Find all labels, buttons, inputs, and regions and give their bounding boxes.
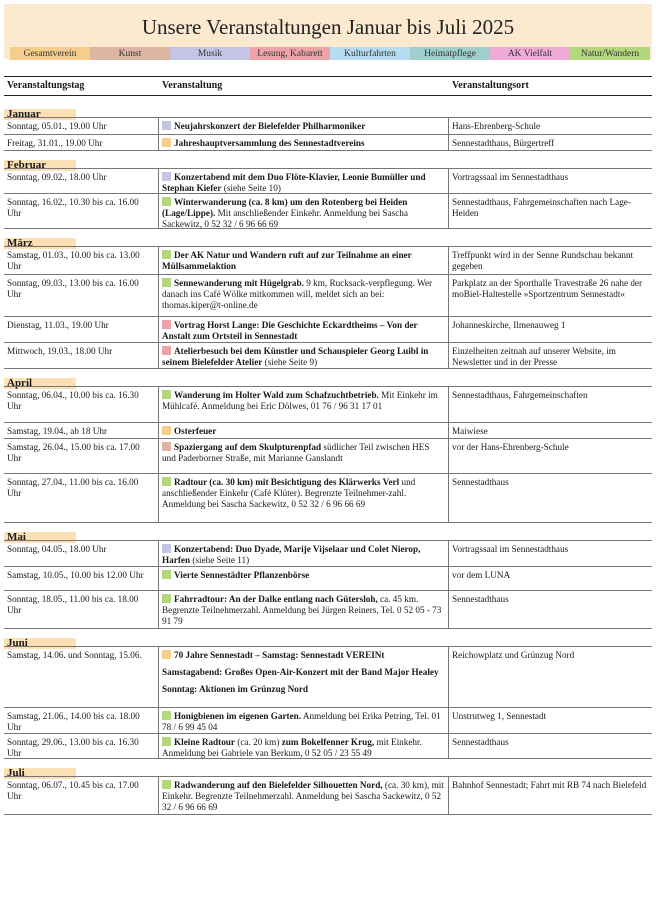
event-place (449, 247, 652, 274)
event-note: und anschließender Einkehr (Café Klüter). Begrenzte Teilnehmer-zahl. Anmeldung bei Sascha Sackewitz, 0 52 32 / 6 96 66 69 (162, 477, 416, 510)
legend-natur-wandern: Natur/Wandern (570, 47, 650, 60)
event-place (449, 343, 652, 368)
event-date (4, 247, 159, 274)
event-title: Jahreshauptversammlung des Sennestadtvereins (174, 138, 365, 148)
month-label: Juli (4, 768, 76, 779)
table-row (4, 117, 652, 134)
column-header-date: Veranstaltungstag (7, 80, 85, 91)
event-place-text: Johanneskirche, Ilmenauweg 1 (452, 320, 566, 330)
category-marker (162, 138, 171, 147)
month-label: April (4, 378, 76, 389)
event-place-text: Sennestadthaus (452, 737, 509, 747)
event-date (4, 734, 159, 758)
table-row (4, 422, 652, 438)
category-marker (162, 197, 171, 206)
month-label: Juni (4, 638, 76, 649)
column-header-event: Veranstaltung (162, 80, 223, 91)
legend-ak-vielfalt: AK Vielfalt (490, 47, 570, 60)
legend-heimatpflege: Heimatpflege (410, 47, 490, 60)
event-place-text: vor der Hans-Ehrenberg-Schule (452, 442, 569, 452)
event-place (449, 734, 652, 758)
category-marker (162, 737, 171, 746)
event-place-text: Hans-Ehrenberg-Schule (452, 121, 541, 131)
event-place (449, 541, 652, 566)
event-place-text: Maiwiese (452, 426, 488, 436)
month-section (4, 151, 652, 171)
event-date-text: Samstag, 19.04., ab 18 Uhr (7, 426, 108, 436)
table-row (4, 168, 652, 193)
event-date (4, 343, 159, 368)
event-date (4, 387, 159, 422)
event-place-text: Sennestadthaus, Bürgertreff (452, 138, 555, 148)
event-title: Winterwanderung (ca. 8 km) um den Rotenberg bei Heiden (Lage/Lippe). (162, 197, 408, 219)
event-table (4, 100, 652, 815)
month-section (4, 100, 652, 120)
event-title: Radtour (ca. 30 km) mit Besichtigung des Klärwerks Verl (174, 477, 400, 487)
event-place-text: Treffpunkt wird in der Senne Rundschau bekannt gegeben (452, 250, 634, 272)
category-marker (162, 172, 171, 181)
month-section (4, 759, 652, 779)
event-cell (159, 777, 449, 814)
event-place-text: Vortragssaal im Sennestadthaus (452, 172, 569, 182)
category-marker (162, 390, 171, 399)
event-date (4, 591, 159, 628)
table-row (4, 733, 652, 759)
title-banner (4, 4, 652, 59)
event-date-text: Sonntag, 27.04., 11.00 bis ca. 16.00 Uhr (7, 477, 139, 499)
event-date (4, 777, 159, 814)
event-cell (159, 474, 449, 522)
event-title: Honigbienen im eigenen Garten. (174, 711, 302, 721)
event-date-text: Sonntag, 04.05., 18.00 Uhr (7, 544, 107, 554)
category-marker (162, 650, 171, 659)
table-row (4, 776, 652, 815)
category-marker (162, 780, 171, 789)
month-section (4, 369, 652, 389)
event-date-text: Samstag, 14.06. und Sonntag, 15.06. (7, 650, 142, 660)
event-date (4, 439, 159, 473)
event-date-text: Dienstag, 11.03., 19.00 Uhr (7, 320, 109, 330)
event-note: (ca. 30 km), mit Einkehr. Begrenzte Teilnehmerzahl. Anmeldung bei Sascha Sackewitz, 0 52 32 / 6 96 66 69 (162, 780, 444, 813)
event-title: Fahrradtour: An der Dalke entlang nach Gütersloh, (174, 594, 378, 604)
event-cell (159, 591, 449, 628)
event-title: Vortrag Horst Lange: Die Geschichte Eckardtheims – Von der Anstalt zum Ortsteil in Sennestadt (162, 320, 418, 342)
legend-kulturfahrten: Kulturfahrten (330, 47, 410, 60)
table-row (4, 590, 652, 629)
event-title: Atelierbesuch bei dem Künstler und Schauspieler Georg Luibl in seinem Bielefelder Atelier (162, 346, 429, 368)
event-cell (159, 387, 449, 422)
category-legend (10, 47, 650, 60)
event-title: Vierte Sennestädter Pflanzenbörse (174, 570, 310, 580)
event-place-text: vor dem LUNA (452, 570, 511, 580)
event-place-text: Sennestadthaus, Fahrgemeinschaften nach Lage-Heiden (452, 197, 631, 219)
event-cell (159, 118, 449, 134)
event-place-text: Unstrutweg 1, Sennestadt (452, 711, 547, 721)
table-row (4, 246, 652, 274)
category-marker (162, 544, 171, 553)
event-place (449, 118, 652, 134)
month-rows (4, 168, 652, 229)
category-marker (162, 442, 171, 451)
event-date-text: Samstag, 26.04., 15.00 bis ca. 17.00 Uhr (7, 442, 140, 464)
month-label: Mai (4, 532, 76, 543)
month-rows (4, 646, 652, 759)
event-place (449, 423, 652, 438)
event-subtitle: Sonntag: Aktionen im Grünzug Nord (162, 684, 309, 695)
event-title: Osterfeuer (174, 426, 217, 436)
event-note: südlicher Teil zwischen HES und Paderborner Straße, mit Marianne Ganslandt (162, 442, 430, 464)
event-cell (159, 647, 449, 707)
event-date-text: Sonntag, 09.03., 13.00 bis ca. 16.00 Uhr (7, 278, 139, 300)
event-date (4, 118, 159, 134)
event-place (449, 169, 652, 193)
table-row (4, 540, 652, 566)
event-place-text: Bahnhof Sennestadt; Fahrt mit RB 74 nach Bielefeld (452, 780, 647, 790)
month-section (4, 629, 652, 649)
event-date (4, 194, 159, 228)
category-marker (162, 594, 171, 603)
event-cell (159, 169, 449, 193)
event-date-text: Samstag, 21.06., 14.00 bis ca. 18.00 Uhr (7, 711, 140, 733)
category-marker (162, 570, 171, 579)
table-header (4, 76, 652, 96)
table-row (4, 193, 652, 229)
event-title: Kleine Radtour (174, 737, 235, 747)
category-marker (162, 121, 171, 130)
event-date (4, 567, 159, 590)
table-row (4, 274, 652, 316)
event-place (449, 135, 652, 150)
month-label: Januar (4, 109, 76, 120)
event-title: Neujahrskonzert der Bielefelder Philharmoniker (174, 121, 366, 131)
event-note: Anmeldung bei Erika Petring, Tel. 01 78 / 6 99 45 04 (162, 711, 441, 733)
event-date-text: Sonntag, 09.02., 18.00 Uhr (7, 172, 107, 182)
event-title: 70 Jahre Sennestadt – Samstag: Sennestadt VEREINt (174, 650, 385, 660)
month-rows (4, 540, 652, 629)
event-subtitle: Samstagabend: Großes Open-Air-Konzert mit der Band Major Healey (162, 667, 439, 678)
event-note: ca. 45 km. Begrenzte Teilnehmerzahl. Anmeldung bei Jürgen Reiners, Tel. 0 52 05 - 73 91 79 (162, 594, 442, 627)
category-marker (162, 278, 171, 287)
page-title: Unsere Veranstaltungen Januar bis Juli 2025 (141, 15, 515, 39)
event-cell (159, 734, 449, 758)
event-place (449, 647, 652, 707)
event-place (449, 194, 652, 228)
event-date-text: Sonntag, 05.01., 19.00 Uhr (7, 121, 107, 131)
category-marker (162, 477, 171, 486)
event-note: Mit anschließender Einkehr. Anmeldung bei Sascha Sackewitz, 0 52 32 / 6 96 66 69 (162, 208, 408, 230)
event-date-text: Samstag, 10.05., 10.00 bis 12.00 Uhr (7, 570, 144, 580)
event-place (449, 474, 652, 522)
event-note: 9 km, Rucksack-verpflegung. Wer danach ins Café Wölke mitkommen will, meldet sich an bei: thomas.kiper@t-online.de (162, 278, 433, 311)
event-date-text: Sonntag, 06.04., 10.00 bis ca. 16.30 Uhr (7, 390, 139, 412)
event-cell (159, 439, 449, 473)
category-marker (162, 711, 171, 720)
event-place (449, 275, 652, 316)
table-row (4, 566, 652, 590)
event-date-text: Sonntag, 16.02., 10.30 bis ca. 16.00 Uhr (7, 197, 139, 219)
event-title: Konzertabend: Duo Dyade, Marije Vijselaar und Colet Nierop, Harfen (162, 544, 421, 566)
table-row (4, 134, 652, 151)
event-date (4, 169, 159, 193)
month-rows (4, 246, 652, 369)
category-marker (162, 426, 171, 435)
event-cell (159, 541, 449, 566)
event-title: Konzertabend mit dem Duo Flöte-Klavier, Leonie Bumüller und Stephan Kiefer (162, 172, 426, 194)
event-place (449, 591, 652, 628)
event-place-text: Sennestadthaus (452, 594, 509, 604)
event-place (449, 567, 652, 590)
event-cell (159, 194, 449, 228)
month-rows (4, 117, 652, 151)
event-title: Sennewanderung mit Hügelgrab. (174, 278, 304, 288)
category-marker (162, 250, 171, 259)
legend-musik: Musik (170, 47, 250, 60)
event-place-text: Parkplatz an der Sporthalle Travestraße 26 nahe der moBiel-Haltestelle »Sportzentrum Sennestadt« (452, 278, 643, 300)
legend-lesung-kabarett: Lesung, Kabarett (250, 47, 330, 60)
month-section (4, 523, 652, 543)
event-title: Wanderung im Holter Wald zum Schafzuchtbetrieb. (174, 390, 379, 400)
event-place (449, 387, 652, 422)
event-note: (siehe Seite 10) (223, 183, 281, 194)
event-place (449, 317, 652, 342)
table-row (4, 473, 652, 523)
event-note: (siehe Seite 9) (264, 357, 318, 368)
event-cell (159, 423, 449, 438)
event-place-text: Sennestadthaus, Fahrgemeinschaften (452, 390, 588, 400)
event-note: Mit Einkehr im Mühlcafé. Anmeldung bei Eric Dölwes, 01 76 / 96 31 17 01 (162, 390, 438, 412)
event-date (4, 541, 159, 566)
event-cell (159, 567, 449, 590)
event-date (4, 135, 159, 150)
event-cell (159, 247, 449, 274)
event-date (4, 317, 159, 342)
legend-gesamtverein: Gesamtverein (10, 47, 90, 60)
table-row (4, 386, 652, 422)
event-date (4, 647, 159, 707)
event-title: Der AK Natur und Wandern ruft auf zur Teilnahme an einer Müllsammelaktion (162, 250, 412, 272)
event-cell (159, 317, 449, 342)
event-date (4, 474, 159, 522)
event-note: (ca. 20 km) (237, 737, 280, 747)
event-date-text: Samstag, 01.03., 10.00 bis ca. 13.00 Uhr (7, 250, 140, 272)
legend-kunst: Kunst (90, 47, 170, 60)
event-date-text: Mittwoch, 19.03., 18.00 Uhr (7, 346, 113, 356)
event-place-text: Reichowplatz und Grünzug Nord (452, 650, 575, 660)
event-place-text: Vortragssaal im Sennestadthaus (452, 544, 569, 554)
event-place (449, 708, 652, 733)
table-row (4, 316, 652, 342)
event-title: Radwanderung auf den Bielefelder Silhouetten Nord, (174, 780, 383, 790)
event-cell (159, 275, 449, 316)
category-marker (162, 346, 171, 355)
event-title-cont: zum Bokelfenner Krug, (281, 737, 375, 747)
event-place (449, 777, 652, 814)
event-date (4, 708, 159, 733)
event-place (449, 439, 652, 473)
event-date-text: Sonntag, 29.06., 13.00 bis ca. 16.30 Uhr (7, 737, 139, 759)
event-date-text: Freitag, 31.01., 19.00 Uhr (7, 138, 103, 148)
month-label: Februar (4, 160, 76, 171)
event-cell (159, 708, 449, 733)
event-date (4, 275, 159, 316)
event-note-cont: mit Einkehr. Anmeldung bei Gabriele van Berkum, 0 52 05 / 23 55 49 (162, 737, 422, 759)
event-date-text: Sonntag, 06.07., 10.45 bis ca. 17.00 Uhr (7, 780, 139, 802)
event-date-text: Sonntag, 18.05., 11.00 bis ca. 18.00 Uhr (7, 594, 139, 616)
month-label: März (4, 238, 76, 249)
event-cell (159, 343, 449, 368)
event-cell (159, 135, 449, 150)
month-rows (4, 386, 652, 523)
event-place-text: Einzelheiten zeitnah auf unserer Website, im Newsletter und in der Presse (452, 346, 616, 368)
event-note: (siehe Seite 11) (192, 555, 250, 566)
table-row (4, 646, 652, 707)
event-place-text: Sennestadthaus (452, 477, 509, 487)
table-row (4, 707, 652, 733)
event-title: Spaziergang auf dem Skulpturenpfad (174, 442, 322, 452)
table-row (4, 342, 652, 369)
category-marker (162, 320, 171, 329)
table-row (4, 438, 652, 473)
event-date (4, 423, 159, 438)
month-rows (4, 776, 652, 815)
column-header-place: Veranstaltungsort (452, 80, 529, 91)
month-section (4, 229, 652, 249)
